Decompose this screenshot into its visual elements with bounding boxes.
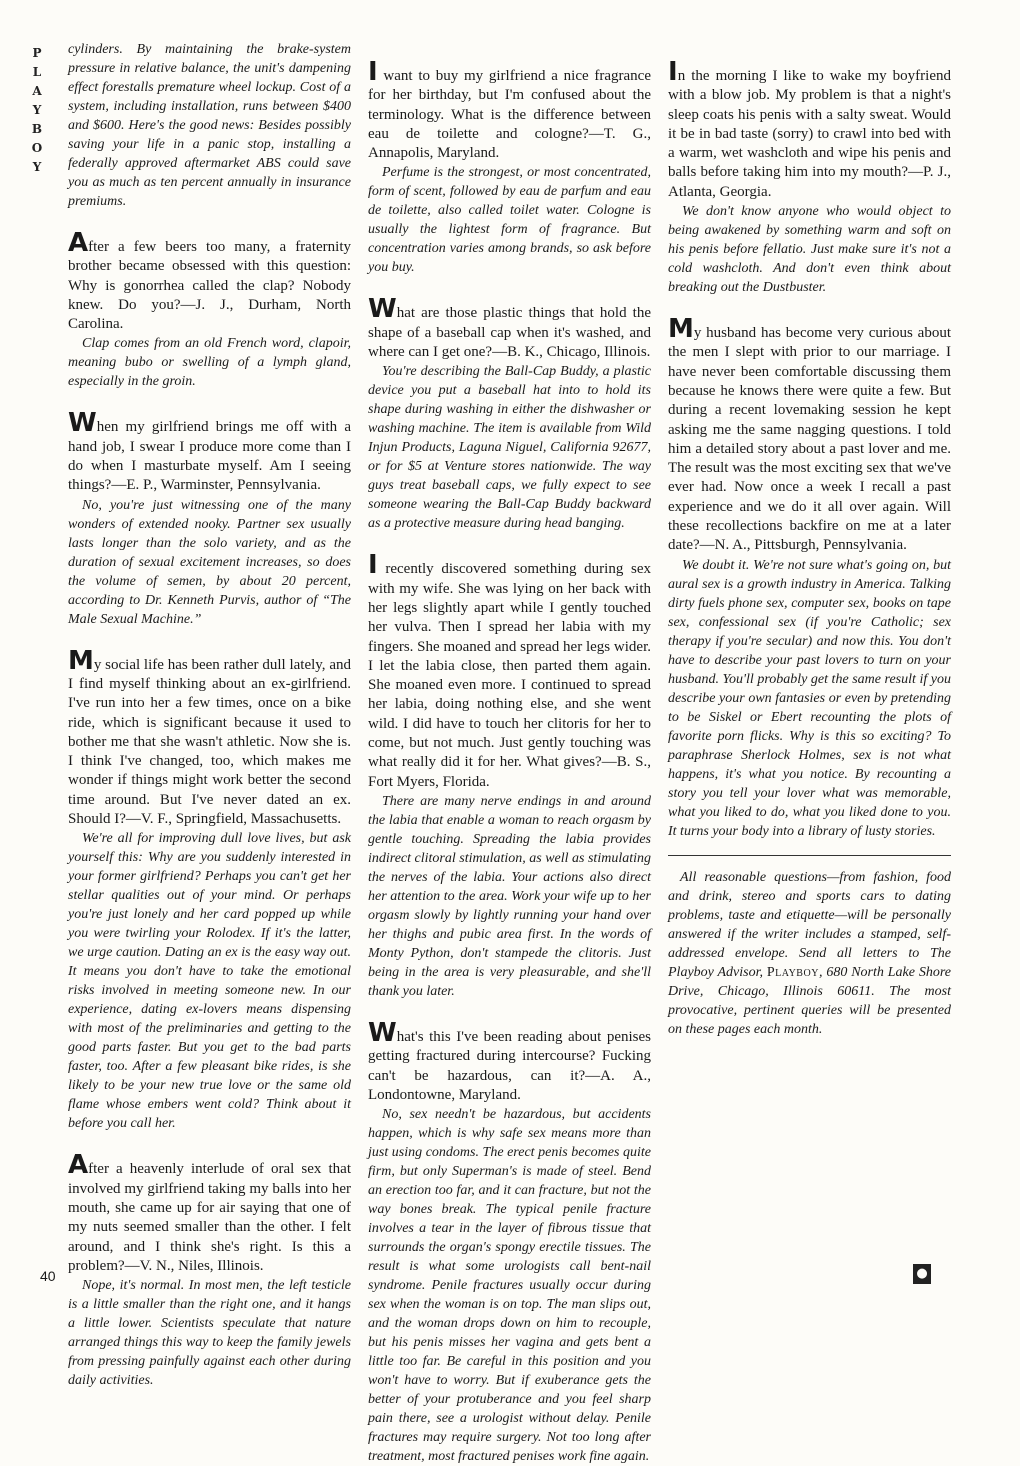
question-text: want to buy my girlfriend a nice fragrance for her birthday, but I'm confused about the terminology. What is the difference between eau de toilette and cologne?—T. G., Annapolis, Maryland. [368, 68, 651, 162]
notice-text-end: , 680 North Lake Shore Drive, Chicago, Illinois 60611. The most provocative, pertinent queries will be presented on these pages each month. [668, 964, 951, 1037]
drop-cap: M [668, 314, 694, 345]
drop-cap: A [68, 1150, 89, 1181]
advisor-answer: No, sex needn't be hazardous, but accidents happen, which is why safe sex means more than just using condoms. The erect penis becomes quite firm, but only Superman's is made of steel. Bend an erection too far, and it can fracture, but not the way bones break. The typical penile fracture involves a tear in the layer of fibrous tissue that surrounds the organ's spongy erectile tissues. The result is what some urologists call bent-nail syndrome. Penile fractures usually occur during sex when the woman is on top. The man slips out, and the woman drops down on him to recouple, but his penis misses her vagina and gets bent a little too far. Be careful in this position and you won't have to worry. But if exuberance gets the better of your protuberance and you feel sharp pain there, see a urologist without delay. Penile fractures may require surgery. Not too long after treatment, most fractured penises work fine again. [368, 1107, 651, 1465]
reader-question [68, 228, 351, 334]
drop-cap: M [68, 645, 94, 676]
advisor-answer: We don't know anyone who would object to being awakened by something warm and soft on his penis before fellatio. Just make sure it's not a cold washcloth. And don't even think about breaking out the Dustbuster. [668, 204, 951, 296]
advisor-answer: We doubt it. We're not sure what's going on, but aural sex is a growth industry in America. Talking dirty fuels phone sex, computer sex, books on tape sex, confessional sex (if you're Catholic; sex therapy if you're secular) and now this. You don't have to describe your past lovers to turn on your husband. You'll probably get the same result if you describe your own fantasies or even by pretending to be Siskel or Ebert recounting the plots of favorite porn flicks. Why is this so exciting? To paraphrase Sherlock Holmes, sex is not what happens, it's what you notice. By recounting a story you tell your lover what was memorable, what you liked to do, what you liked done to you. It turns your body into a library of lusty stories. [668, 557, 951, 839]
reader-question [368, 294, 651, 362]
magazine-name: Playboy [766, 964, 819, 980]
reader-question [368, 550, 651, 792]
runner-letter: Y [32, 103, 42, 117]
question-text: fter a heavenly interlude of oral sex that involved my girlfriend taking my balls into her mouth, she came up for air saying that one of my nuts seemed smaller than the other. I felt around, and I think she's right. Is this a problem?—V. N., Niles, Illinois. [68, 1161, 351, 1274]
drop-cap: W [368, 294, 397, 325]
runner-letter: O [31, 141, 43, 155]
reader-question [368, 1017, 651, 1105]
question-text: recently discovered something during sex with my wife. She was lying on her back with her legs slightly apart while I gently touched her vulva. Then I spread her labia with my fingers. She moaned and spread her legs wider. I let the labia close, then parted them again. She moaned even more. I continued to spread her labia, doing nothing else, and she went wild. I did have to touch her clitoris for her to come, but not much. Just gently touching was what really did it for her. What gives?—B. S., Fort Myers, Florida. [368, 561, 651, 790]
reader-question [68, 645, 351, 830]
drop-cap: A [68, 228, 89, 258]
page-number: 40 [40, 1268, 56, 1284]
reader-question [68, 1150, 351, 1276]
advisor-answer: No, you're just witnessing one of the many wonders of extended nooky. Partner sex usually lasts longer than the solo variety, and as the duration of sexual excitement increases, so does the volume of semen, by about 20 percent, according to Dr. Kenneth Purvis, author of “The Male Sexual Machine.” [68, 497, 351, 627]
question-text: hen my girlfriend brings me off with a hand job, I swear I produce more come than I do when I masturbate myself. Am I seeing things?—E. P., Warminster, Pennsylvania. [68, 419, 351, 494]
advisor-answer: You're describing the Ball-Cap Buddy, a plastic device you put a baseball hat into to hold its shape during washing in either the dishwasher or washing machine. The item is available from Wild Injun Products, Laguna Niguel, California 92677, or for $5 at Venture stores nationwide. The way guys treat baseball caps, we fully expect to see someone wearing the Ball-Cap Buddy backward as a protective measure during head banging. [368, 364, 651, 532]
drop-cap: I [368, 57, 378, 87]
advisor-answer: We're all for improving dull love lives, but ask yourself this: Why are you suddenly interested in your former girlfriend? Perhaps you can't get her stellar qualities out of your mind. Or perhaps you're just lonely and her card popped up while you were twirling your Rolodex. If it's the latter, we urge caution. Dating an ex is the easy way out. It means you don't have to take the emotional risks involved in meeting someone new. In our experience, dating ex-lovers means dispensing with most of the preliminaries and getting to the good parts faster. But you get to the bad parts faster, too. After a few pleasant bike rides, is she likely to be your new true love or the same old flame whose embers went cold? Think about it before you call her. [68, 831, 351, 1132]
submission-notice [668, 855, 951, 1039]
playboy-bunny-logo-icon: ● [913, 1264, 931, 1284]
notice-text: All reasonable questions—from fashion, food and drink, stereo and sports cars to dating problems, taste and etiquette—will be personally answered if the writer includes a stamped, self-addressed envelope. Send all letters to The Playboy Advisor, [668, 869, 951, 980]
reader-question [368, 57, 651, 163]
drop-cap: I [368, 550, 378, 581]
question-text: hat's this I've been reading about penises getting fractured during intercourse? Fucking can't be hazardous, can it?—A. A., Londontowne, Maryland. [368, 1028, 651, 1103]
text-column-3 [668, 40, 951, 1039]
runner-letter: A [32, 84, 42, 98]
question-text: n the morning I like to wake my boyfriend with a blow job. My problem is that a night's sleep coats his penis with a salty sweat. Would it be in bad taste (sorry) to crawl into bed with a warm, wet washcloth and wipe his penis and balls before taking him into my mouth?—P. J., Atlanta, Georgia. [668, 68, 951, 200]
reader-question [668, 57, 951, 202]
text-column-1 [68, 40, 351, 1390]
advisor-answer: Nope, it's normal. In most men, the left testicle is a little smaller than the right one, and it hangs a little lower. Scientists speculate that nature arranged things this way to keep the family jewels from pressing painfully against each other during daily activities. [68, 1278, 351, 1389]
drop-cap: I [668, 57, 678, 87]
question-text: fter a few beers too many, a fraternity brother became obsessed with this question: Why is gonorrhea called the clap? Nobody knew. Do you?—J. J., Durham, North Carolina. [68, 239, 351, 333]
advisor-answer: Perfume is the strongest, or most concentrated, form of scent, followed by eau de parfum and eau de toilette, also called toilet water. Cologne is usually the lightest form of fragrance. But concentration varies among brands, so ask before you buy. [368, 165, 651, 276]
runner-letter: P [32, 46, 42, 60]
runner-letter: L [32, 65, 42, 79]
reader-question [68, 408, 351, 495]
runner-letter: Y [32, 160, 42, 174]
advisor-answer: There are many nerve endings in and around the labia that enable a woman to reach orgasm by gentle touching. Spreading the labia provides indirect clitoral stimulation, as well as stimulating the nerves of the labia. Your actions also direct her attention to the area. Work your wife up to her orgasm slowly by lightly running your hand over her thighs and pubic area first. In the words of Monty Python, don't stampede the clitoris. Just being in the area is very pleasurable, and she'll thank you later. [368, 793, 651, 999]
magazine-running-head [26, 44, 48, 177]
drop-cap: W [68, 408, 97, 439]
question-text: y husband has become very curious about the men I slept with prior to our marriage. I have never been comfortable discussing them because he knows there were quite a few. But during a recent lovemaking session he kept asking me the same nagging questions. I told him a detailed story about a past lover and me. The result was the most exciting sex that we've ever had. Now once a week I recall a past experience and we do it all over again. Will these recollections backfire on me at a later date?—N. A., Pittsburgh, Pennsylvania. [668, 325, 951, 554]
advisor-answer: Clap comes from an old French word, clapoir, meaning bubo or swelling of a lymph gland, especially in the groin. [68, 336, 351, 390]
question-text: y social life has been rather dull lately, and I find myself thinking about an ex-girlfriend. I've run into her a few times, once on a bike ride, which is significant because it used to bother me that she wasn't athletic. Now she is. I think I've changed, too, which makes me wonder if things might work better the second time around. But I've never dated an ex. Should I?—V. F., Springfield, Massachusetts. [68, 656, 351, 828]
runner-letter: B [31, 122, 43, 136]
reader-question [668, 314, 951, 556]
drop-cap: W [368, 1017, 397, 1048]
text-column-2 [368, 40, 651, 1466]
question-text: hat are those plastic things that hold the shape of a baseball cap when it's washed, and where can I get one?—B. K., Chicago, Illinois. [368, 305, 651, 361]
answer-continued: cylinders. By maintaining the brake-system pressure in relative balance, the unit's dampening effect forestalls premature wheel lockup. Cost of a system, including installation, runs between $400 and $600. Here's the good news: Besides possibly saving your life in a panic stop, installing a federally approved aftermarket ABS could save you as much as ten percent annually in insurance premiums. [68, 42, 351, 209]
